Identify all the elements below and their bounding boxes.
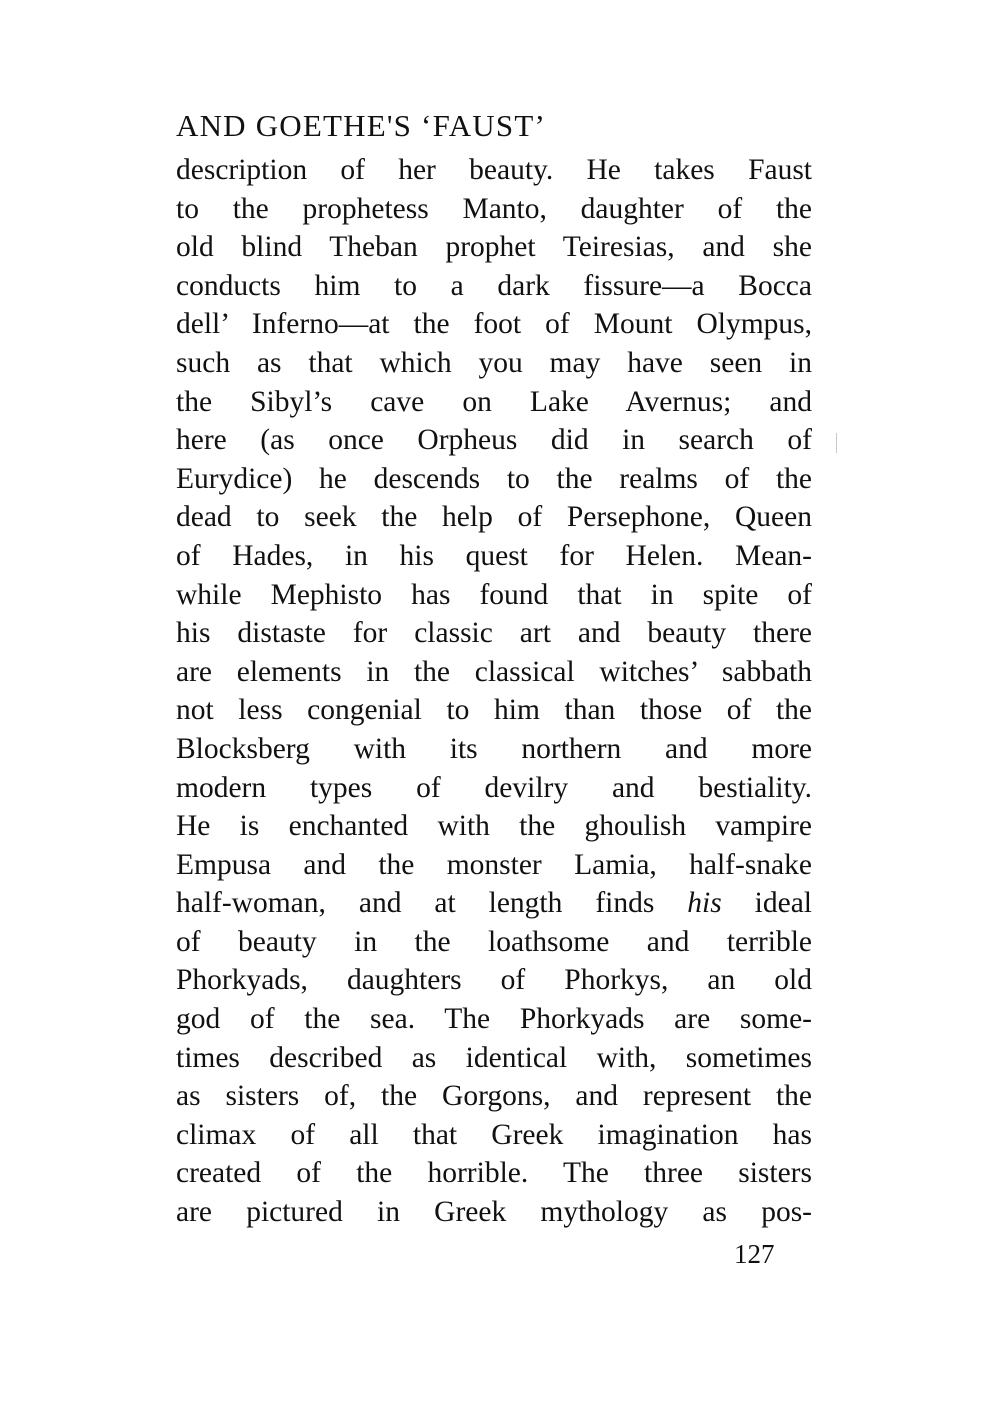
text-line: He is enchanted with the ghoulish vampire xyxy=(176,810,812,843)
text-line: of Hades, in his quest for Helen. Mean- xyxy=(176,539,812,572)
running-head: AND GOETHE'S ‘FAUST’ xyxy=(176,108,546,143)
text-line: Eurydice) he descends to the realms of the xyxy=(176,462,812,495)
text-line: Phorkyads, daughters of Phorkys, an old xyxy=(176,964,812,997)
text-line: god of the sea. The Phorkyads are some- xyxy=(176,1003,812,1036)
text-line: Empusa and the monster Lamia, half-snake xyxy=(176,848,812,881)
text-line: such as that which you may have seen in xyxy=(176,346,812,379)
text-line: to the prophetess Manto, daughter of the xyxy=(176,192,812,225)
text-line xyxy=(176,884,812,923)
text-segment: ideal xyxy=(721,887,812,920)
text-line: description of her beauty. He takes Faust xyxy=(176,154,812,186)
text-line: while Mephisto has found that in spite of xyxy=(176,578,812,611)
italic-word: his xyxy=(687,887,722,920)
text-line: dell’ Inferno—at the foot of Mount Olympus, xyxy=(176,308,812,341)
body-text xyxy=(176,151,812,1232)
text-line: his distaste for classic art and beauty there xyxy=(176,617,812,650)
text-line: the Sibyl’s cave on Lake Avernus; and xyxy=(176,385,812,418)
text-line: as sisters of, the Gorgons, and represent the xyxy=(176,1080,812,1113)
text-line: dead to seek the help of Persephone, Queen xyxy=(176,501,812,534)
text-line: times described as identical with, sometimes xyxy=(176,1041,812,1074)
text-segment: half-woman, and at length finds xyxy=(176,887,688,920)
text-line: climax of all that Greek imagination has xyxy=(176,1118,812,1151)
text-line: conducts him to a dark fissure—a Bocca xyxy=(176,269,812,302)
text-line: are elements in the classical witches’ sabbath xyxy=(176,655,812,688)
text-line: of beauty in the loathsome and terrible xyxy=(176,925,812,958)
page-number: 127 xyxy=(734,1239,775,1269)
text-line: here (as once Orpheus did in search of xyxy=(176,424,812,457)
text-line: created of the horrible. The three sisters xyxy=(176,1157,812,1190)
text-line: Blocksberg with its northern and more xyxy=(176,732,812,765)
text-line: modern types of devilry and bestiality. xyxy=(176,771,812,804)
text-line: not less congenial to him than those of the xyxy=(176,694,812,727)
text-line: are pictured in Greek mythology as pos- xyxy=(176,1196,812,1229)
text-line: old blind Theban prophet Teiresias, and she xyxy=(176,231,812,264)
scan-mark xyxy=(836,433,837,453)
